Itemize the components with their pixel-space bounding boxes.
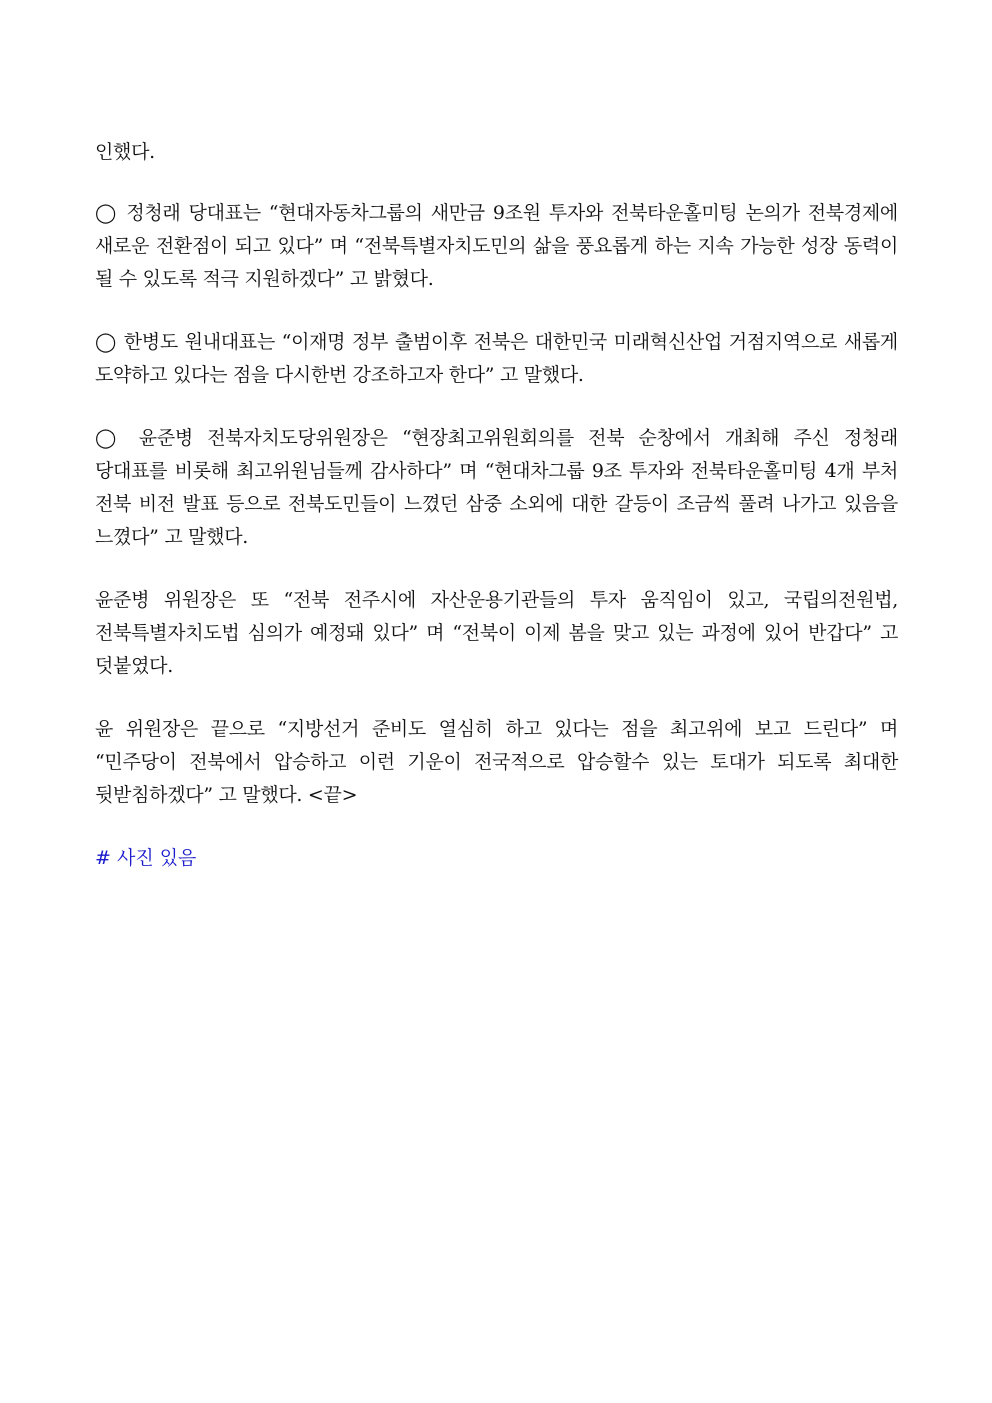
- photo-attached-note: # 사진 있음: [95, 847, 197, 869]
- paragraph-continuation: 인했다.: [95, 141, 155, 163]
- paragraph-party-leader: ◯ 정청래 당대표는 “현대자동차그룹의 새만금 9조원 투자와 전북타운홀미팅 논의가 전북경제에 새로운 전환점이 되고 있다” 며 “전북특별자치도민의 삶을 풍요롭게 하는 지속 가능한 성장 동력이 될 수 있도록 적극 지원하겠다” 고 밝혔다.: [95, 202, 898, 290]
- paragraph-provincial-chair: ◯ 윤준병 전북자치도당위원장은 “현장최고위원회의를 전북 순창에서 개최해 주신 정청래 당대표를 비롯해 최고위원님들께 감사하다” 며 “현대차그룹 9조 투자와 전북타운홀미팅 4개 부처 전북 비전 발표 등으로 전북도민들이 느꼈던 삼중 소외에 대한 갈등이 조금씩 풀려 나가고 있음을 느꼈다” 고 말했다.: [95, 427, 898, 548]
- paragraph-closing: 윤 위원장은 끝으로 “지방선거 준비도 열심히 하고 있다는 점을 최고위에 보고 드린다” 며 “민주당이 전북에서 압승하고 이런 기운이 전국적으로 압승할수 있는 토대가 되도록 최대한 뒷받침하겠다” 고 말했다. <끝>: [95, 718, 898, 806]
- document-body: [95, 136, 898, 875]
- paragraph-chair-additional: 윤준병 위원장은 또 “전북 전주시에 자산운용기관들의 투자 움직임이 있고, 국립의전원법, 전북특별자치도법 심의가 예정돼 있다” 며 “전북이 이제 봄을 맞고 있는 과정에 있어 반갑다” 고 덧붙였다.: [95, 589, 898, 677]
- paragraph-floor-leader: ◯ 한병도 원내대표는 “이재명 정부 출범이후 전북은 대한민국 미래혁신산업 거점지역으로 새롭게 도약하고 있다는 점을 다시한번 강조하고자 한다” 고 말했다.: [95, 331, 898, 386]
